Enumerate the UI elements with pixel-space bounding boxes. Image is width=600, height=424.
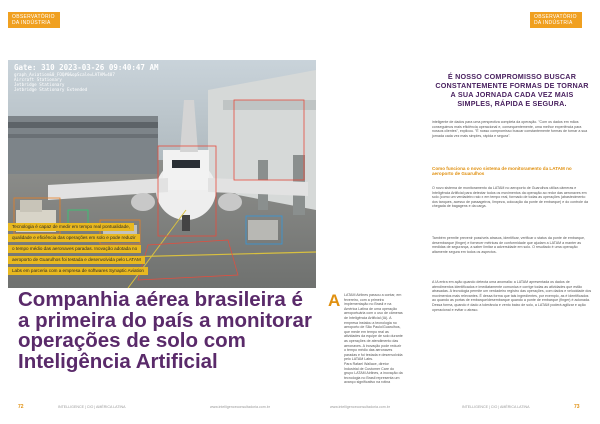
photo-caption-line: o tempo médio das aeronaves paradas. Inovação adotada no [8,245,141,253]
osd-gate-timestamp: Gate: 310 2023-03-26 09:40:47 AM [14,63,159,72]
page-number-left: 72 [18,404,24,410]
section-tag-right: OBSERVATÓRIO DA INDÚSTRIA [530,12,582,28]
photo-caption-line: aeroporto de Guarulhos foi testada e desenvolvida pelo LATAM [8,256,145,264]
footer-url-right: www.intelligenceconsultadoria.com.br [330,405,390,409]
body-paragraph: LATAM Airlines passou a contar, em fevereiro, com a primeira implementação no Brasil e na América Latina de uma operação aeroportuária com o uso de câmeras de Inteligência Artificial (IA). A empresa instalou a tecnologia no aeroporto de São Paulo/Guarulhos, que mede em tempo real as atividades da equipe de solo durante as operações de atendimento das aeronaves. A inovação pode reduzir o tempo médio das aeronaves paradas e foi testada e desenvolvida pelo LATAM Labs. [344,293,403,362]
photo-caption-line: Tecnologia é capaz de medir em tempo real pontualidade, [8,223,134,231]
drop-cap: A [328,291,341,310]
body-paragraph: inteligente de dados para uma perspectiva completa da operação. "Com os dados em mãos conseguimos mais eficiência operacional e, consequentemente, uma melhor experiência para nossos clientes", explicou. "É nosso compromisso buscar constantemente formas de tornar a sua jornada cada vez mais simples, rápida e segura". [432,120,588,138]
osd-line: graph_Aviation&0_FOQ#0&opScale=LATAM=407 [14,72,115,77]
airport-scene-illustration [8,60,316,288]
body-paragraph: A IA entra em ação quando detecta uma anomalia: a LATAM apresentada os dados de atendimentos identificados e imediatamente comunica e corrige todas as atividades que estão atrasadas. A tecnologia permite um verdadeiro registro das operações, com dados e velocidade dos movimentos mais relevantes. É dessa forma que tais ingredientes, por exemplo, as é identificados ao quando as portas de embarque/desembarque quando a ponte de embarque (finger) é acionada. Dessa forma, quando é dado a tolerância e vento baixo de solo, a LATAM poderá agilizar e ação operacional e evitar o atraso. [432,280,592,312]
pull-quote: É NOSSO COMPROMISSO BUSCAR CONSTANTEMENTE FORMAS DE TORNAR A SUA JORNADA CADA VEZ MAIS SIMPLES, RÁPIDA E SEGURA. [435,72,589,108]
footer-url-left: www.intelligenceconsultadoria.com.br [210,405,270,409]
article-headline: Companhia aérea brasileira é a primeira do país a monitorar operações de solo com Inteligência Artificial [18,288,312,373]
body-paragraph: Também permite prevenir possíveis atrasos, identificar, verificar o status da ponte de embarque, desembarque (finger) e fornecer métricas de conformidade que ajudam a LATAM a manter as medidas de segurança, a saber limitar a adversidade em solo. O resultado é uma operação altamente segura em todos os aspectos. [432,236,586,254]
airport-photo [8,60,316,288]
osd-line: Jetbridge Stationary [14,82,65,87]
osd-line: Jetbridge Stationary Extended [14,87,88,92]
footer-publication-right: INTELLIGENCE | CIO | AMÉRICA LATINA [462,405,530,409]
body-paragraph: O novo sistema de monitoramento da LATAM no aeroporto de Guarulhos utiliza câmeras e Inteligência Artificial para detectar todos os movimentos da operação ao redor das aeronaves em solo (como um verdadeiro raio x em tempo real, formado de todas as operações (abastecimento dos tanques, acesso de passageiros, limpeza, colocação da ponte de embarque) e do controle da chegada de bagagens e da carga. [432,186,589,209]
osd-line: Aircraft Stationary [14,77,62,82]
page-number-right: 73 [574,404,580,410]
footer-publication-left: INTELLIGENCE | CIO | AMÉRICA LATINA [58,405,126,409]
section-subheading: Como funciona o novo sistema de monitoramento da LATAM no aeroporto de Guarulhos [432,166,572,177]
body-paragraph: Para Rafael Wallace, diretor Industrial de Customer Care do grupo LATAM Airlines, a inovação da tecnologia no Brasil representa um avanço significativo na rotina [344,362,403,385]
section-tag-left: OBSERVATÓRIO DA INDÚSTRIA [8,12,60,28]
photo-caption-line: qualidade e eficiência das operações em solo e pode reduzir [8,234,140,242]
photo-caption-line: Labs em parceria com a empresa de softwares Synaptic Aviation [8,267,148,275]
